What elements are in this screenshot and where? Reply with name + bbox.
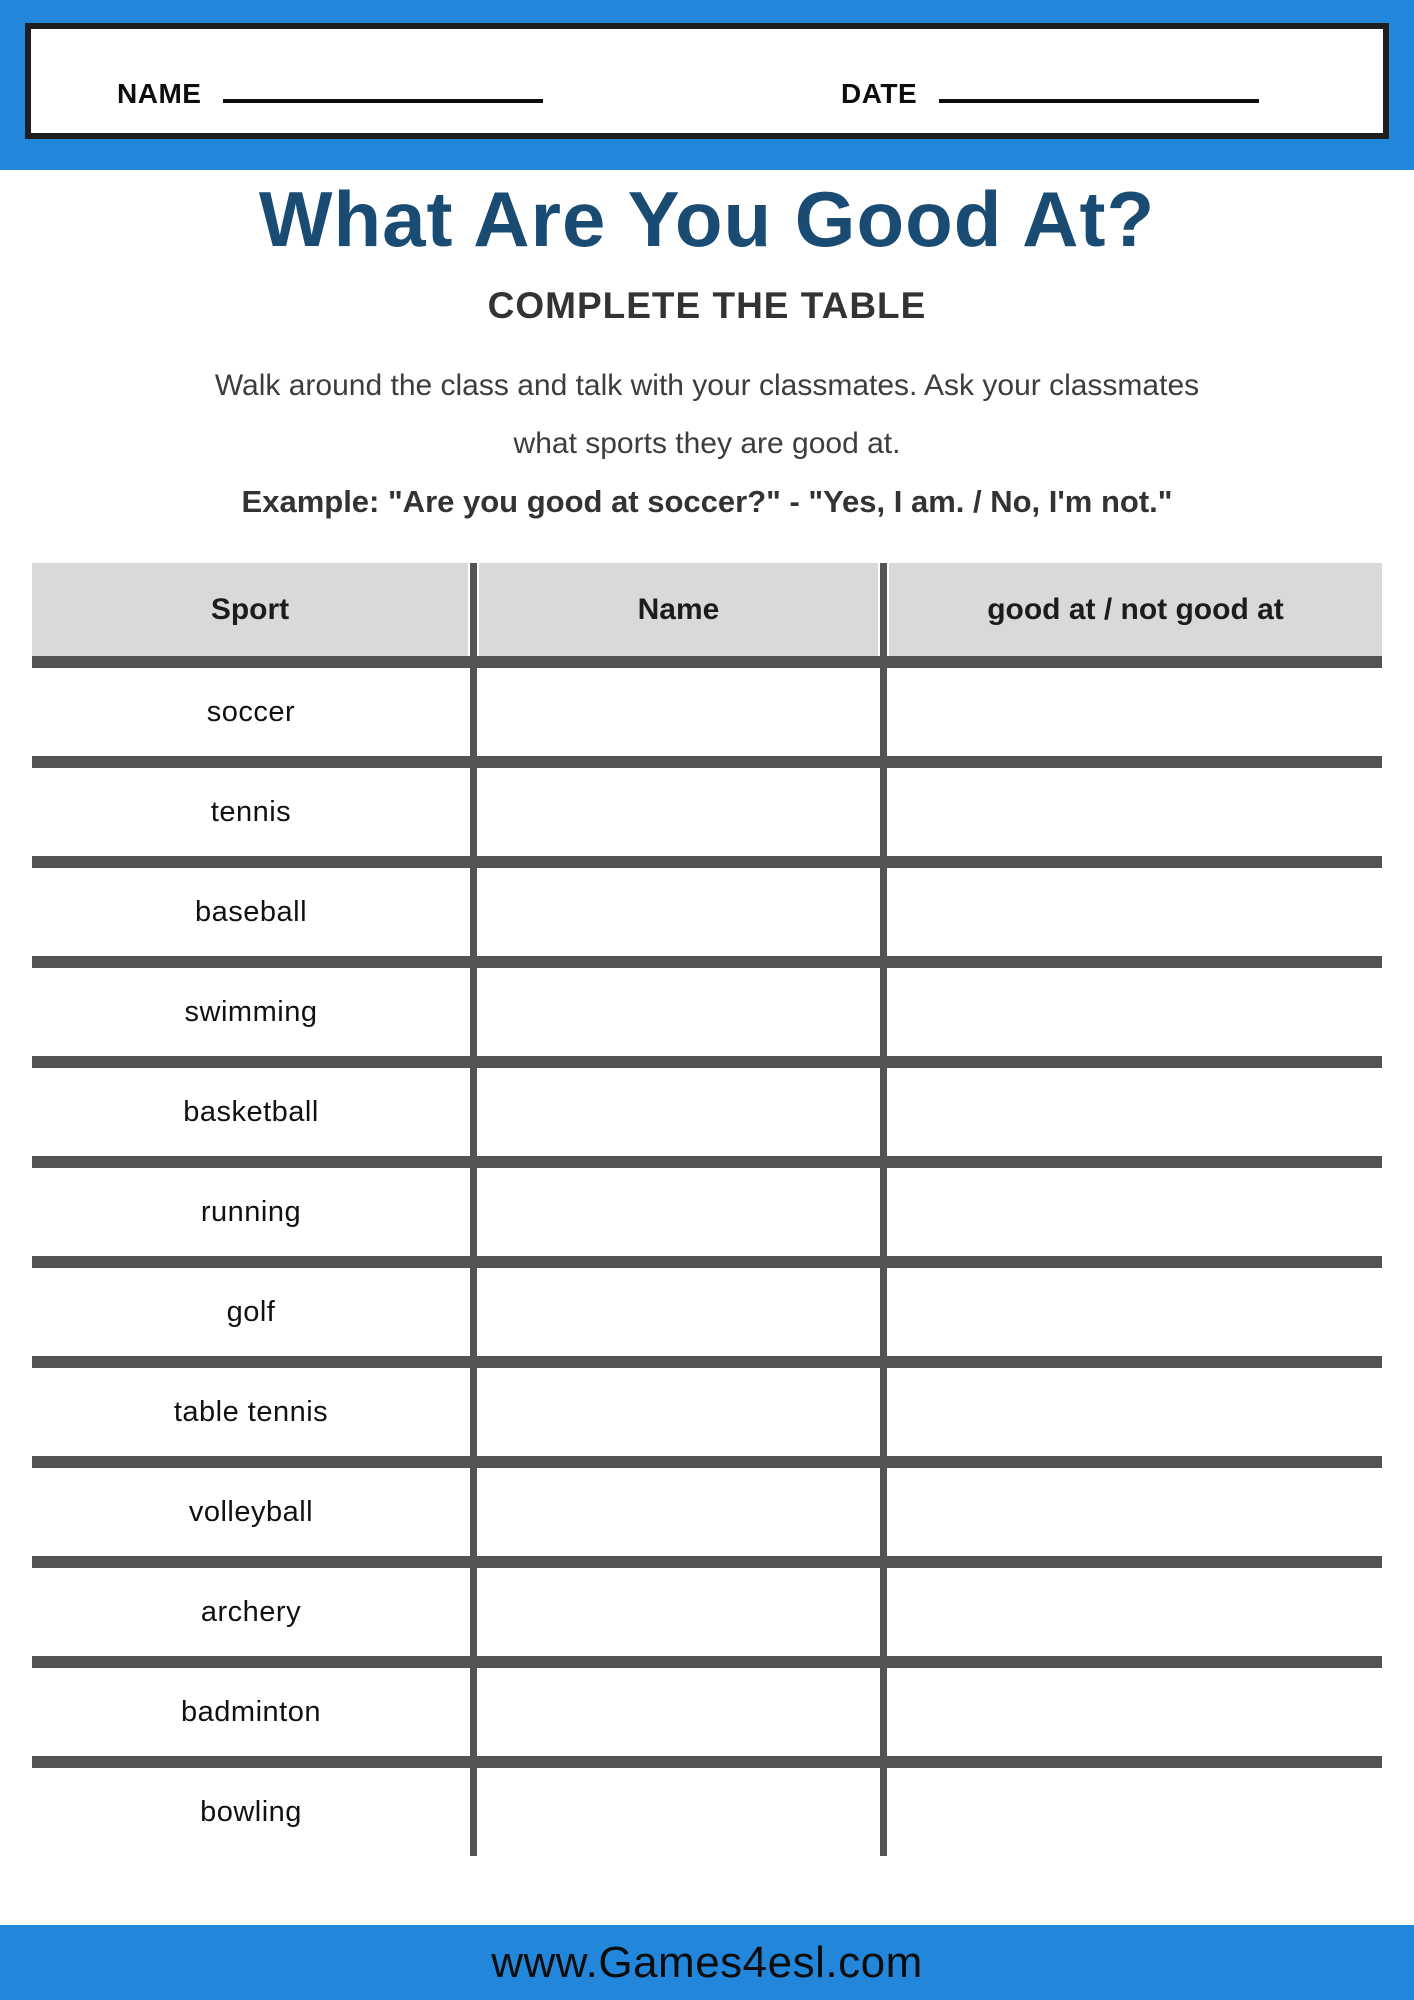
column-header-good-at: good at / not good at [889,563,1382,656]
name-cell-blank [477,1268,880,1356]
name-label: NAME [117,78,202,109]
top-banner [0,0,1414,170]
instructions-line-2: what sports they are good at. [513,427,901,460]
name-cell-blank [477,668,880,756]
sport-cell: tennis [32,768,470,856]
sport-cell: basketball [32,1068,470,1156]
instructions-line-1: Walk around the class and talk with your classmates. Ask your classmates [214,369,1200,402]
name-cell-blank [477,968,880,1056]
name-cell-blank [477,868,880,956]
sport-cell: swimming [32,968,470,1056]
sport-cell: badminton [32,1668,470,1756]
status-cell-blank [887,968,1382,1056]
row-divider [32,1056,1382,1068]
sport-cell: bowling [32,1768,470,1856]
date-label: DATE [841,78,918,109]
name-field-group [117,77,543,110]
column-header-name: Name [479,563,878,656]
row-divider [32,956,1382,968]
status-cell-blank [887,1668,1382,1756]
sport-cell: baseball [32,868,470,956]
column-header-sport: Sport [32,563,468,656]
row-divider [32,856,1382,868]
status-cell-blank [887,1168,1382,1256]
example-text: Example: "Are you good at soccer?" - "Yes, I am. / No, I'm not." [241,484,1173,519]
name-cell-blank [477,1368,880,1456]
row-divider [32,1256,1382,1268]
row-divider [32,656,1382,668]
name-blank-line [223,77,543,103]
worksheet-subtitle: COMPLETE THE TABLE [487,285,927,326]
row-divider [32,1556,1382,1568]
status-cell-blank [887,1568,1382,1656]
status-cell-blank [887,1268,1382,1356]
status-cell-blank [887,1068,1382,1156]
name-cell-blank [477,1768,880,1856]
sport-cell: running [32,1168,470,1256]
row-divider [32,1656,1382,1668]
sport-cell: volleyball [32,1468,470,1556]
name-cell-blank [477,1568,880,1656]
row-divider [32,1156,1382,1168]
sport-cell: archery [32,1568,470,1656]
status-cell-blank [887,868,1382,956]
footer-url: www.Games4esl.com [491,1937,923,1987]
date-blank-line [939,77,1259,103]
status-cell-blank [887,1768,1382,1856]
sport-cell: table tennis [32,1368,470,1456]
name-date-box [25,23,1389,139]
row-divider [32,1456,1382,1468]
row-divider [32,756,1382,768]
status-cell-blank [887,1468,1382,1556]
name-cell-blank [477,1668,880,1756]
status-cell-blank [887,1368,1382,1456]
name-cell-blank [477,1168,880,1256]
row-divider [32,1756,1382,1768]
name-cell-blank [477,768,880,856]
worksheet-title: What Are You Good At? [258,175,1156,263]
row-divider [32,1356,1382,1368]
name-cell-blank [477,1068,880,1156]
name-cell-blank [477,1468,880,1556]
status-cell-blank [887,768,1382,856]
footer-bar [0,1925,1414,2000]
date-field-group [841,77,1259,110]
sport-cell: soccer [32,668,470,756]
sport-cell: golf [32,1268,470,1356]
sports-table [32,563,1382,1856]
status-cell-blank [887,668,1382,756]
